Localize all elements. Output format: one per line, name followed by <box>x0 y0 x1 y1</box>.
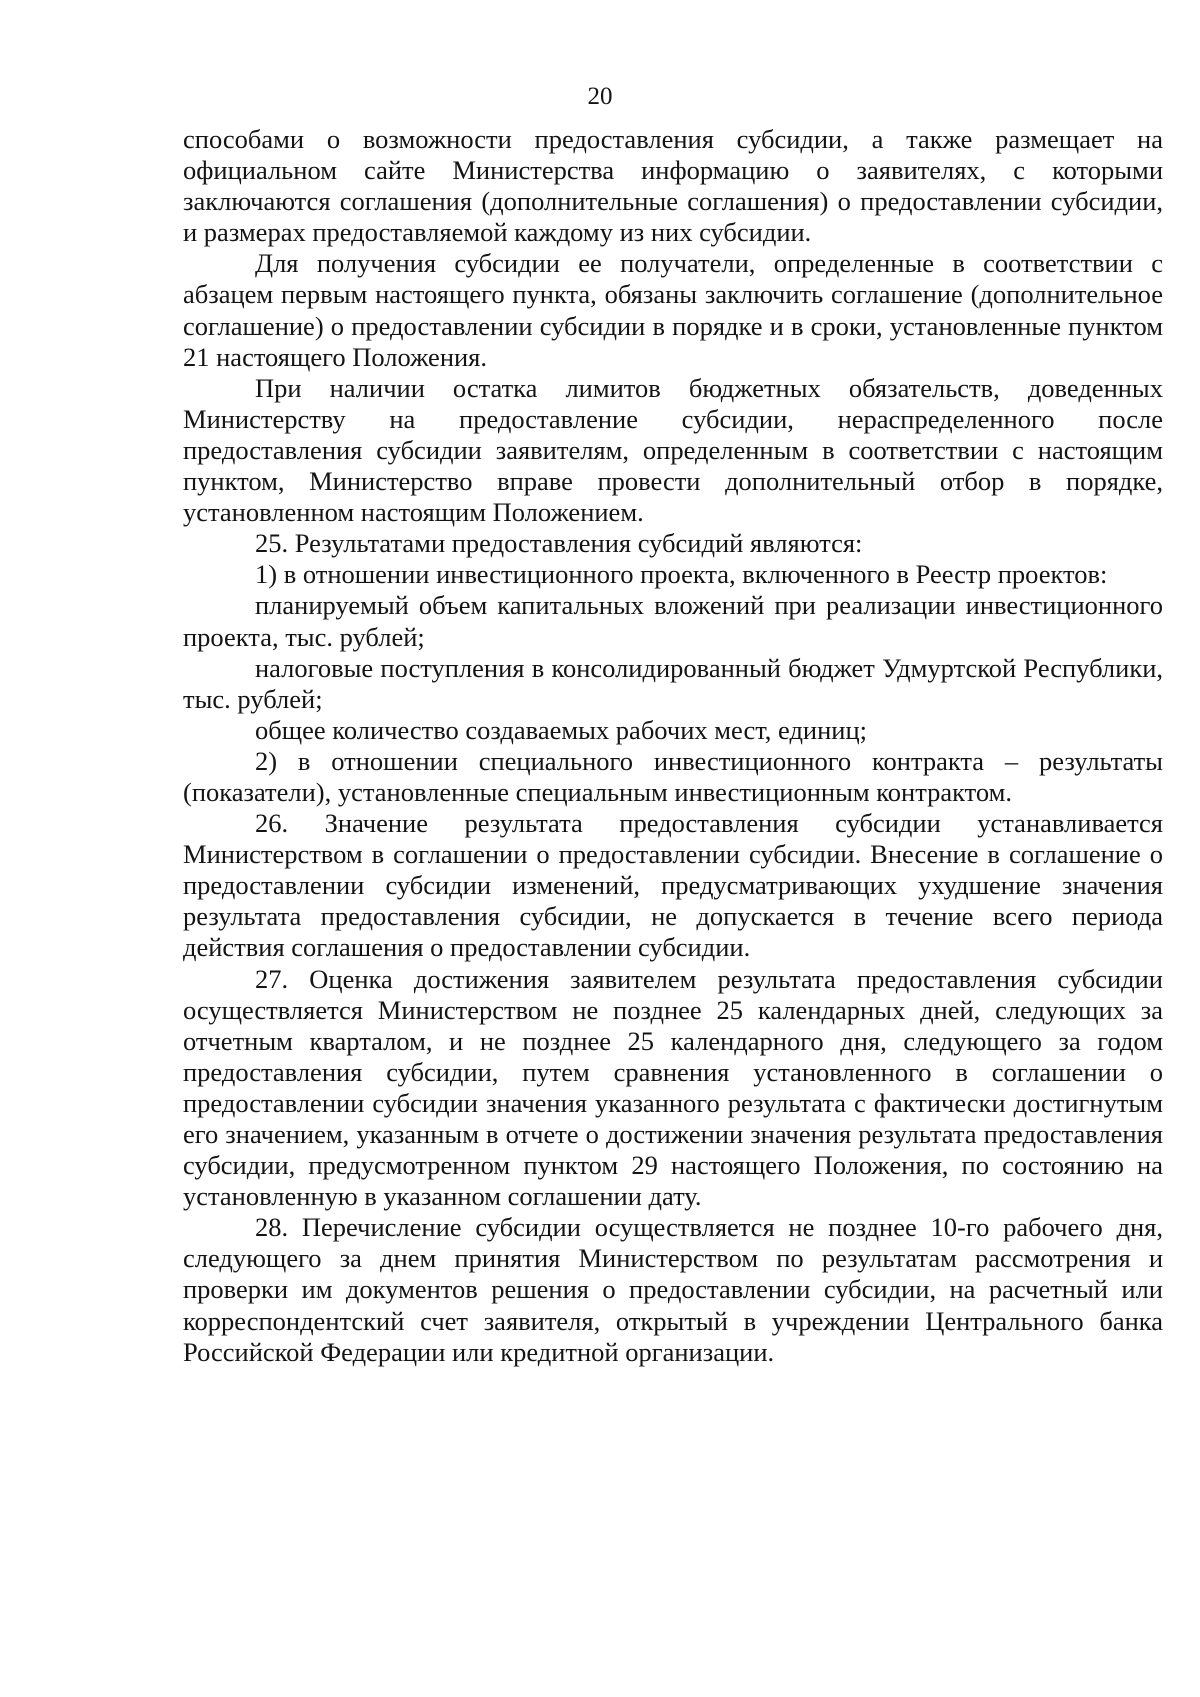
clause-25-item-1: 1) в отношении инвестиционного проекта, включенного в Реестр проектов: <box>255 559 1108 590</box>
clause-25-item-2: 2) в отношении специального инвестиционного контракта – результаты (показатели), установленные специальным инвестиционным контрактом. <box>183 745 1163 807</box>
clause-25-item-1-capital: планируемый объем капитальных вложений при реализации инвестиционного проекта, тыс. рублей; <box>183 590 1163 652</box>
paragraph-additional-selection: При наличии остатка лимитов бюджетных обязательств, доведенных Министерству на предоставление субсидии, нераспределенного после предоставления субсидии заявителям, определенным в соответствии с настоящим пунктом, Министерство вправе провести дополнительный отбор в порядке, установленном настоящим Положением. <box>183 372 1163 528</box>
clause-28: 28. Перечисление субсидии осуществляется не позднее 10-го рабочего дня, следующего за днем принятия Министерством по результатам рассмотрения и проверки им документов решения о предоставлении субсидии, на расчетный или корреспондентский счет заявителя, открытый в учреждении Центрального банка Российской Федерации или кредитной организации. <box>183 1212 1163 1367</box>
clause-25-heading: 25. Результатами предоставления субсидий являются: <box>255 528 863 559</box>
paragraph-continuation: способами о возможности предоставления субсидии, а также размещает на официальном сайте Министерства информацию о заявителях, с которыми заключаются соглашения (дополнительные соглашения) о предоставлении субсидии, и размерах предоставляемой каждому из них субсидии. <box>183 124 1163 248</box>
paragraph-agreement: Для получения субсидии ее получатели, определенные в соответствии с абзацем первым настоящего пункта, обязаны заключить соглашение (дополнительное соглашение) о предоставлении субсидии в порядке и в сроки, установленные пунктом 21 настоящего Положения. <box>183 248 1163 372</box>
clause-27: 27. Оценка достижения заявителем результата предоставления субсидии осуществляется Министерством не позднее 25 календарных дней, следующих за отчетным кварталом, и не позднее 25 календарного дня, следующего за годом предоставления субсидии, путем сравнения установленного в соглашении о предоставлении субсидии значения указанного результата с фактически достигнутым его значением, указанным в отчете о достижении значения результата предоставления субсидии, предусмотренном пунктом 29 настоящего Положения, по состоянию на установленную в указанном соглашении дату. <box>183 963 1163 1212</box>
document-body <box>183 124 1163 1368</box>
page-number: 20 <box>587 83 613 110</box>
clause-25-item-1-tax: налоговые поступления в консолидированный бюджет Удмуртской Республики, тыс. рублей; <box>183 652 1163 714</box>
clause-26: 26. Значение результата предоставления субсидии устанавливается Министерством в соглашении о предоставлении субсидии. Внесение в соглашение о предоставлении субсидии изменений, предусматривающих ухудшение значения результата предоставления субсидии, не допускается в течение всего периода действия соглашения о предоставлении субсидии. <box>183 808 1163 963</box>
clause-25-item-1-jobs: общее количество создаваемых рабочих мест, единиц; <box>255 714 868 745</box>
